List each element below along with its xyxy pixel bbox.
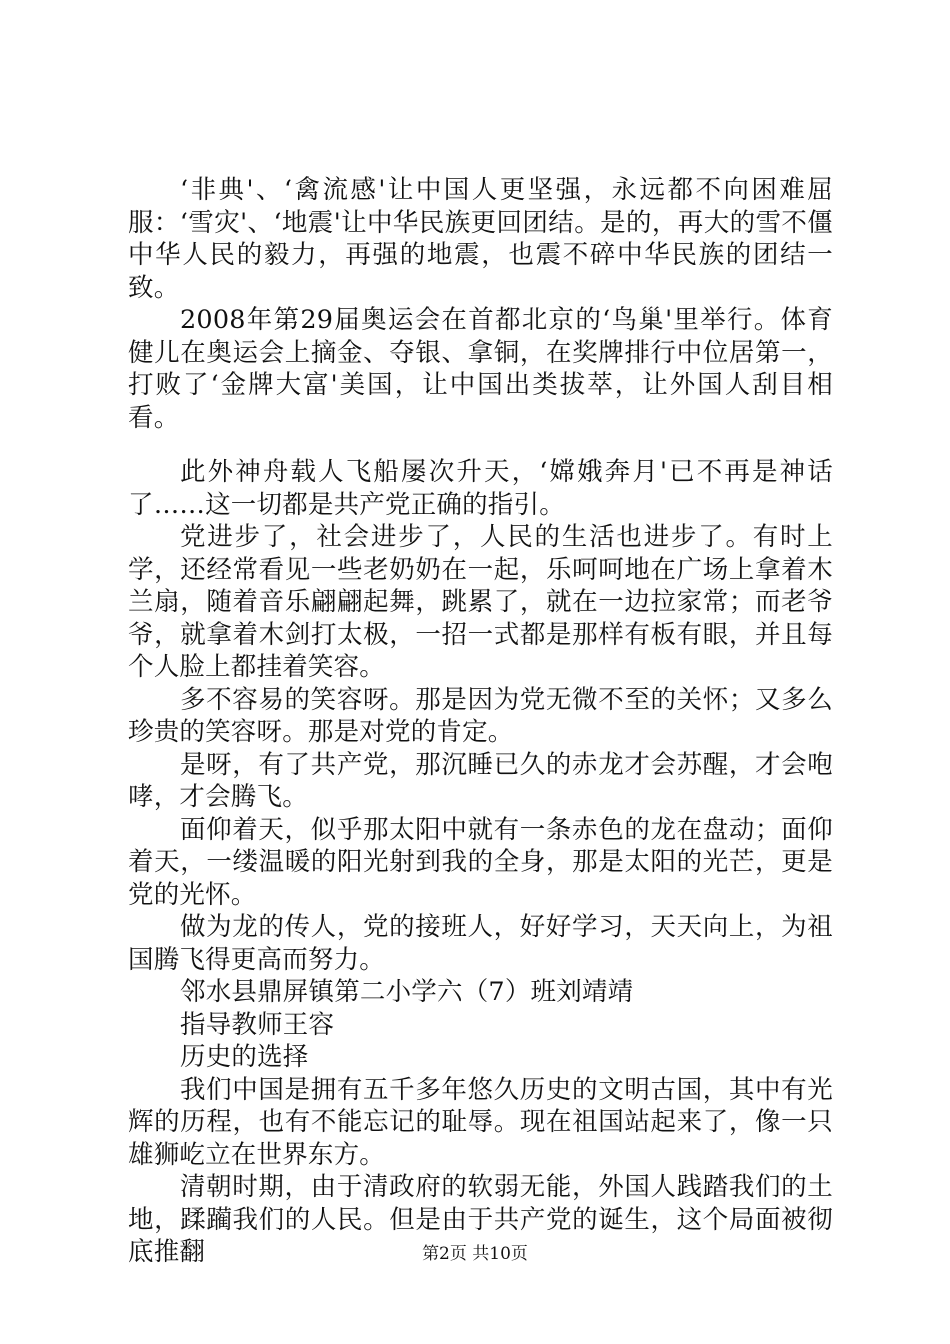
teacher-line: 指导教师王容 bbox=[180, 1009, 335, 1040]
paragraph-7: 面仰着天，似乎那太阳中就有一条赤色的龙在盘动；面仰着天，一缕温暖的阳光射到我的全身，那是太阳的光芒，更是党的光怀。 bbox=[128, 814, 833, 910]
document-body bbox=[128, 174, 833, 1269]
paragraph-9: 我们中国是拥有五千多年悠久历史的文明古国，其中有光辉的历程，也有不能忘记的耻辱。现在祖国站起来了，像一只雄狮屹立在世界东方。 bbox=[128, 1074, 833, 1170]
paragraph-6: 是呀，有了共产党，那沉睡已久的赤龙才会苏醒，才会咆哮，才会腾飞。 bbox=[128, 749, 833, 812]
section-title: 历史的选择 bbox=[180, 1042, 309, 1072]
paragraph-10: 清朝时期，由于清政府的软弱无能，外国人践踏我们的土地，蹂躏我们的人民。但是由于共产党的诞生，这个局面被彻底推翻 bbox=[128, 1172, 833, 1267]
paragraph-8: 做为龙的传人，党的接班人，好好学习，天天向上，为祖国腾飞得更高而努力。 bbox=[128, 912, 833, 975]
paragraph-5: 多不容易的笑容呀。那是因为党无微不至的关怀；又多么珍贵的笑容呀。那是对党的肯定。 bbox=[128, 684, 833, 747]
paragraph-4: 党进步了，社会进步了，人民的生活也进步了。有时上学，还经常看见一些老奶奶在一起，乐呵呵地在广场上拿着木兰扇，随着音乐翩翩起舞，跳累了，就在一边拉家常；而老爷爷，就拿着木剑打太极，一招一式都是那样有板有眼，并且每个人脸上都挂着笑容。 bbox=[128, 522, 833, 682]
paragraph-gap bbox=[128, 434, 833, 456]
page-footer: 第2页 共10页 bbox=[422, 1244, 528, 1264]
paragraph-2: 2008年第29届奥运会在首都北京的‘鸟巢'里举行。体育健儿在奥运会上摘金、夺银、拿铜，在奖牌排行中位居第一，打败了‘金牌大富'美国，让中国出类拔萃，让外国人刮目相看。 bbox=[128, 305, 833, 433]
author-line: 邻水县鼎屏镇第二小学六（7）班刘靖靖 bbox=[180, 977, 634, 1007]
paragraph-3: 此外神舟载人飞船屡次升天，‘嫦娥奔月'已不再是神话了……这一切都是共产党正确的指引。 bbox=[128, 457, 833, 520]
paragraph-1: ‘非典'、‘禽流感'让中国人更坚强，永远都不向困难屈服：‘雪灾'、‘地震'让中华民族更回团结。是的，再大的雪不僵中华人民的毅力，再强的地震，也震不碎中华民族的团结一致。 bbox=[128, 175, 833, 303]
